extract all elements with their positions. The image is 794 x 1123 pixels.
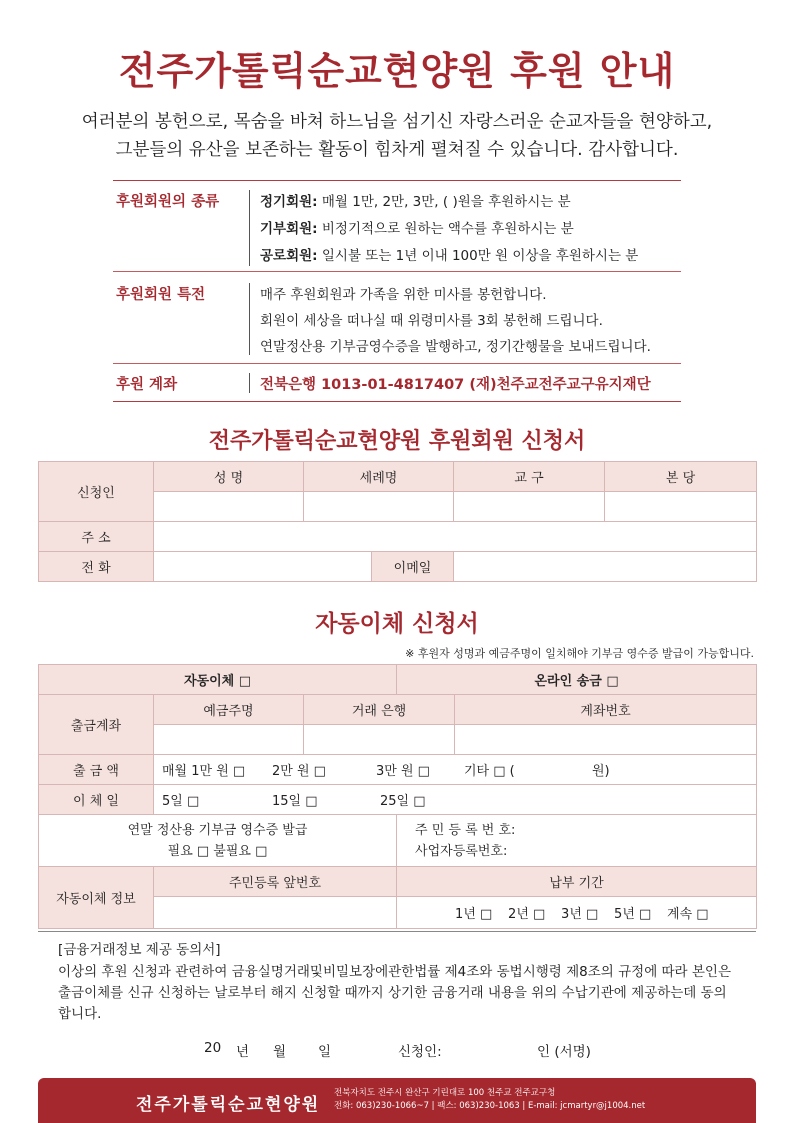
account-holder-field[interactable] <box>154 725 304 755</box>
member-form-table <box>38 461 757 582</box>
baptismal-name-field[interactable] <box>304 492 454 522</box>
section-divider-top <box>113 180 681 181</box>
period-5y-checkbox[interactable]: 5년 □ <box>614 907 652 922</box>
email-label: 이메일 <box>372 552 454 582</box>
membership-type-name: 공로회원: <box>260 248 318 264</box>
page-title: 전주가톨릭순교현양원 후원 안내 <box>118 48 676 93</box>
intro-line-2: 그분들의 유산을 보존하는 활동이 힘차게 펼쳐질 수 있습니다. 감사합니다. <box>115 140 679 160</box>
amount-other-checkbox[interactable]: 기타 □ ( <box>464 764 515 779</box>
transfer-form-title: 자동이체 신청서 <box>315 610 479 637</box>
intro-line-1: 여러분의 봉헌으로, 목숨을 바쳐 하느님을 섬기신 자랑스러운 순교자들을 현양하고, <box>81 112 713 132</box>
benefits-divider <box>249 283 250 355</box>
baptismal-name-header: 세례명 <box>304 462 454 492</box>
membership-divider <box>249 190 250 266</box>
name-field[interactable] <box>154 492 304 522</box>
receipt-label: 연말 정산용 기부금 영수증 발급 <box>127 822 308 838</box>
account-holder-header: 예금주명 <box>154 695 304 725</box>
transfer-note: ※ 후원자 성명과 예금주명이 일치해야 기부금 영수증 발급이 가능합니다. <box>405 647 754 660</box>
day-25-checkbox[interactable]: 25일 □ <box>380 794 426 809</box>
phone-label: 전 화 <box>39 552 154 582</box>
footer-phone-email: 전화: 063)230-1066~7 | 팩스: 063)230-1063 | E-mail: jcmartyr@j1004.net <box>334 1101 646 1111</box>
benefit-item: 매주 후원회원과 가족을 위한 미사를 봉헌합니다. <box>260 287 547 303</box>
auto-transfer-checkbox[interactable]: 자동이체 □ <box>39 665 397 695</box>
sign-year-unit: 년 <box>236 1044 250 1060</box>
sign-day-unit: 일 <box>318 1044 332 1060</box>
period-continuous-checkbox[interactable]: 계속 □ <box>667 907 709 922</box>
amount-options <box>154 755 757 785</box>
benefit-item: 회원이 세상을 떠나실 때 위령미사를 3회 봉헌해 드립니다. <box>260 313 603 329</box>
section-divider-bottom <box>113 401 681 402</box>
sign-seal[interactable]: 인 (서명) <box>537 1044 591 1060</box>
rrn-front-field[interactable] <box>154 897 397 929</box>
sign-year: 20 <box>204 1040 222 1056</box>
transfer-day-options <box>154 785 757 815</box>
period-options <box>397 897 757 929</box>
bank-header: 거래 은행 <box>304 695 455 725</box>
sign-month-unit: 월 <box>273 1044 287 1060</box>
phone-field[interactable] <box>154 552 372 582</box>
account-divider <box>249 373 250 393</box>
benefit-item: 연말정산용 기부금영수증을 발행하고, 정기간행물을 보내드립니다. <box>260 339 651 355</box>
day-15-checkbox[interactable]: 15일 □ <box>272 794 318 809</box>
section-divider <box>113 271 681 272</box>
amount-30k-checkbox[interactable]: 3만 원 □ <box>376 764 430 779</box>
withdrawal-account-label: 출금계좌 <box>39 695 154 755</box>
receipt-options[interactable]: 필요 □ 불필요 □ <box>167 843 268 859</box>
resident-number-label: 주 민 등 록 번 호: <box>415 822 516 838</box>
online-transfer-checkbox[interactable]: 온라인 송금 □ <box>397 665 757 695</box>
account-number-header: 계좌번호 <box>455 695 757 725</box>
address-field[interactable] <box>154 522 757 552</box>
membership-type-name: 기부회원: <box>260 221 318 237</box>
rrn-front-header: 주민등록 앞번호 <box>154 867 397 897</box>
membership-donor <box>260 217 574 237</box>
member-form-title: 전주가톨릭순교현양원 후원회원 신청서 <box>208 428 586 454</box>
period-2y-checkbox[interactable]: 2년 □ <box>508 907 546 922</box>
period-3y-checkbox[interactable]: 3년 □ <box>561 907 599 922</box>
membership-type-desc: 일시불 또는 1년 이내 100만 원 이상을 후원하시는 분 <box>317 248 639 264</box>
account-number-field[interactable] <box>455 725 757 755</box>
membership-type-desc: 매월 1만, 2만, 3만, ( )원을 후원하시는 분 <box>317 194 571 210</box>
name-header: 성 명 <box>154 462 304 492</box>
receipt-cell <box>39 815 397 867</box>
business-number-label: 사업자등록번호: <box>415 843 508 859</box>
parish-field[interactable] <box>454 492 605 522</box>
consent-body: 이상의 후원 신청과 관련하여 금융실명거래및비밀보장에관한법률 제4조와 동법시행령 제8조의 규정에 따라 본인은 출금이체를 신규 신청하는 날로부터 해지 신청할 때까지 상기한 금융거래 내용을 위의 수납기관에 제공하는데 동의합니다. <box>58 964 732 1022</box>
transfer-info-label: 자동이체 정보 <box>39 867 154 929</box>
consent-heading: [금융거래정보 제공 동의서] <box>58 942 221 958</box>
footer-address: 전북자치도 전주시 완산구 기린대로 100 천주교 전주교구청 <box>334 1088 556 1098</box>
district-field[interactable] <box>605 492 757 522</box>
period-header: 납부 기간 <box>397 867 757 897</box>
account-value: 전북은행 1013-01-4817407 (재)천주교전주교구유지재단 <box>260 377 651 393</box>
district-header: 본 당 <box>605 462 757 492</box>
amount-20k-checkbox[interactable]: 2만 원 □ <box>272 764 326 779</box>
footer-bar <box>38 1078 756 1123</box>
amount-other-unit: 원) <box>592 764 610 779</box>
applicant-label: 신청인 <box>39 462 154 522</box>
transfer-day-label: 이 체 일 <box>39 785 154 815</box>
footer-org-name: 전주가톨릭순교현양원 <box>136 1095 321 1115</box>
footer-contact <box>334 1087 645 1113</box>
parish-header: 교 구 <box>454 462 605 492</box>
address-label: 주 소 <box>39 522 154 552</box>
membership-type-desc: 비정기적으로 원하는 액수를 후원하시는 분 <box>317 221 574 237</box>
transfer-form-table <box>38 664 757 929</box>
bank-field[interactable] <box>304 725 455 755</box>
membership-regular <box>260 190 571 210</box>
section-divider <box>113 363 681 364</box>
id-number-cell <box>397 815 757 867</box>
day-5-checkbox[interactable]: 5일 □ <box>162 794 200 809</box>
email-field[interactable] <box>454 552 757 582</box>
benefits-label: 후원회원 특전 <box>116 287 206 303</box>
consent-divider <box>38 931 756 932</box>
period-1y-checkbox[interactable]: 1년 □ <box>455 907 493 922</box>
sign-applicant-label: 신청인: <box>398 1044 442 1060</box>
account-label: 후원 계좌 <box>116 377 178 393</box>
membership-type-name: 정기회원: <box>260 194 318 210</box>
amount-label: 출 금 액 <box>39 755 154 785</box>
membership-merit <box>260 244 638 264</box>
membership-type-label: 후원회원의 종류 <box>116 194 220 210</box>
amount-10k-checkbox[interactable]: 매월 1만 원 □ <box>162 764 246 779</box>
